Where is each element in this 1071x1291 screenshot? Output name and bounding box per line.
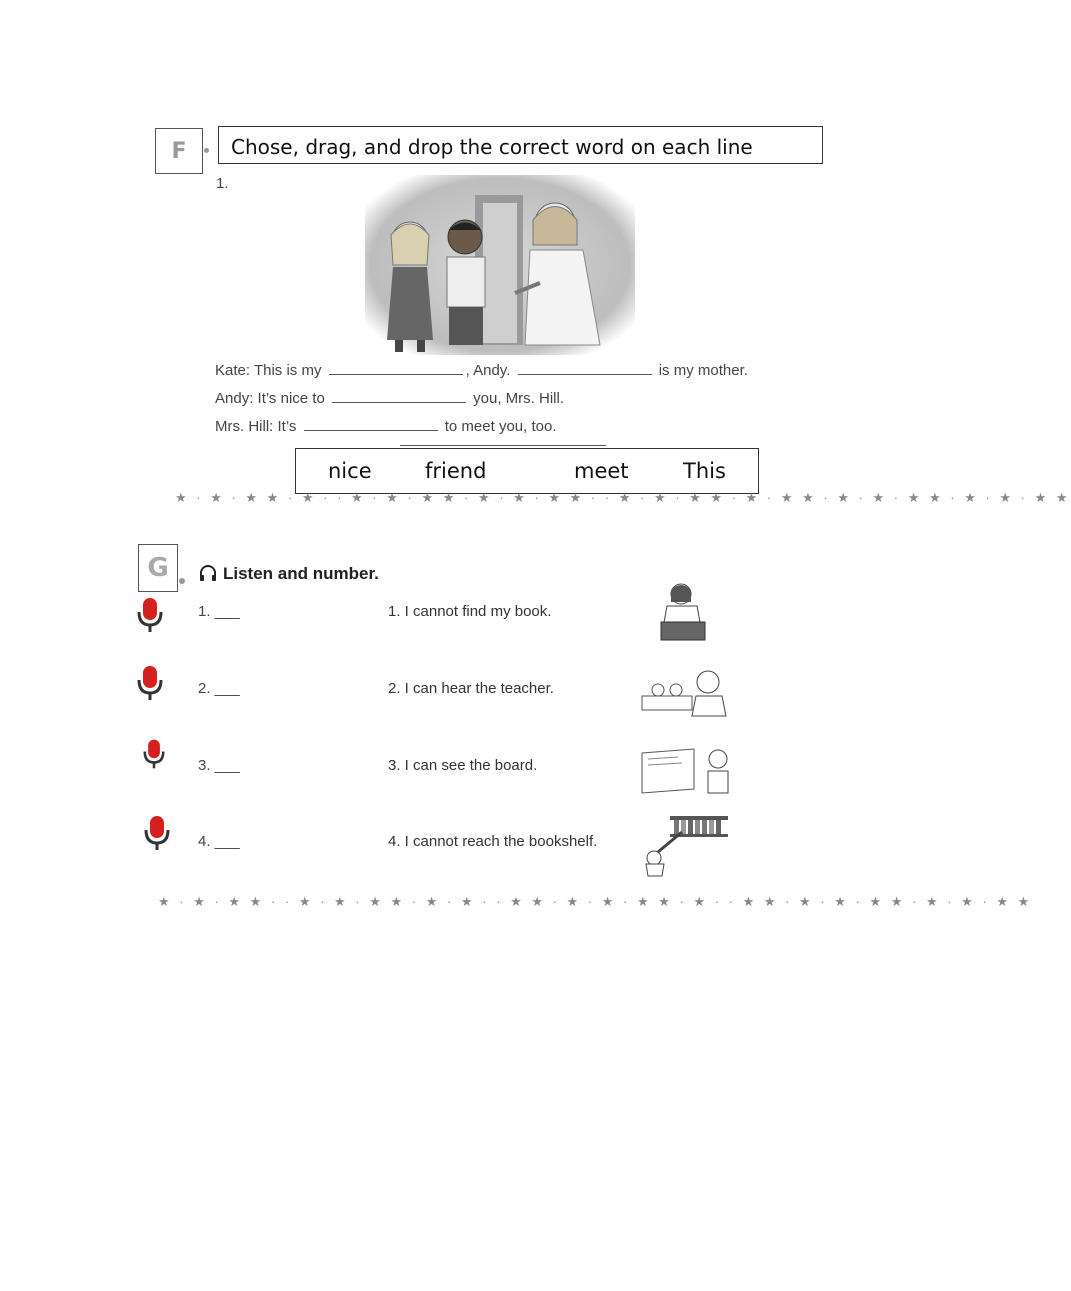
line1-part2: , Andy.	[465, 362, 511, 379]
line2-part2: you, Mrs. Hill.	[473, 390, 564, 407]
girl-with-bag-picture	[643, 580, 728, 648]
dialogue-illustration	[365, 175, 635, 355]
speaker-andy: Andy:	[215, 390, 254, 407]
sentence-4: 4. I cannot reach the bookshelf.	[388, 833, 598, 850]
section-g-instruction: Listen and number.	[223, 564, 379, 583]
sentence-3: 3. I can see the board.	[388, 757, 538, 774]
section-f-label	[155, 128, 203, 174]
drop-blank-3[interactable]	[332, 388, 466, 403]
sentence-1: 1. I cannot find my book.	[388, 603, 552, 620]
microphone-icon[interactable]	[141, 738, 167, 770]
microphone-icon[interactable]	[135, 664, 165, 702]
word-bank-underline	[400, 445, 606, 446]
section-g-label	[138, 544, 178, 592]
word-friend[interactable]: friend	[425, 459, 487, 483]
reaching-bookshelf-picture	[640, 812, 732, 876]
board-and-boy-picture	[638, 745, 732, 797]
drop-blank-4[interactable]	[304, 416, 438, 431]
speaker-mrs-hill: Mrs. Hill:	[215, 418, 274, 435]
sentence-2: 2. I can hear the teacher.	[388, 680, 554, 697]
microphone-icon[interactable]	[135, 596, 165, 634]
answer-slot-3[interactable]: 3. ___	[198, 757, 240, 774]
speaker-kate: Kate:	[215, 362, 251, 379]
word-meet[interactable]: meet	[574, 459, 629, 483]
line1-part1: This is my	[253, 362, 322, 379]
dialogue-line-1	[215, 360, 748, 379]
section-g-letter: G	[147, 553, 169, 583]
section-f-dot	[204, 148, 209, 153]
line3-part1: It’s	[277, 418, 297, 435]
star-divider-2: ★ · ★ · ★ ★ · · ★ · ★ · ★ ★ · ★ · ★ · · ★ ★ · ★ · ★ · ★ ★ · ★ · · ★ ★ · ★ · ★ · ★ ★ · ★ · ★ · ★ ★	[158, 894, 1033, 909]
word-this[interactable]: This	[683, 459, 726, 483]
answer-slot-4[interactable]: 4. ___	[198, 833, 240, 850]
word-bank	[295, 448, 759, 494]
answer-slot-1[interactable]: 1. ___	[198, 603, 240, 620]
line3-part2: to meet you, too.	[444, 418, 557, 435]
drop-blank-1[interactable]	[329, 360, 463, 375]
headphones-icon	[198, 563, 218, 583]
line1-part3: is my mother.	[658, 362, 748, 379]
star-divider-1: ★ · ★ · ★ ★ · ★ · · ★ · ★ · ★ ★ · ★ · ★ · ★ ★ · · ★ · ★ · ★ ★ · ★ · ★ ★ · ★ · ★ · ★ ★ · ★ · ★ · ★ ★	[175, 490, 1071, 505]
drop-blank-2[interactable]	[518, 360, 652, 375]
dialogue-line-2	[215, 388, 564, 407]
line2-part1: It’s nice to	[257, 390, 325, 407]
section-f-instruction	[218, 126, 823, 164]
dialogue-line-3	[215, 416, 556, 435]
section-f-instruction-text: Chose, drag, and drop the correct word on each line	[231, 135, 753, 159]
item-number: 1.	[216, 175, 229, 192]
section-g-dot	[179, 578, 185, 584]
microphone-icon[interactable]	[142, 814, 172, 852]
classroom-listening-picture	[638, 668, 730, 718]
section-f-letter: F	[171, 138, 187, 164]
answer-slot-2[interactable]: 2. ___	[198, 680, 240, 697]
word-nice[interactable]: nice	[328, 459, 372, 483]
